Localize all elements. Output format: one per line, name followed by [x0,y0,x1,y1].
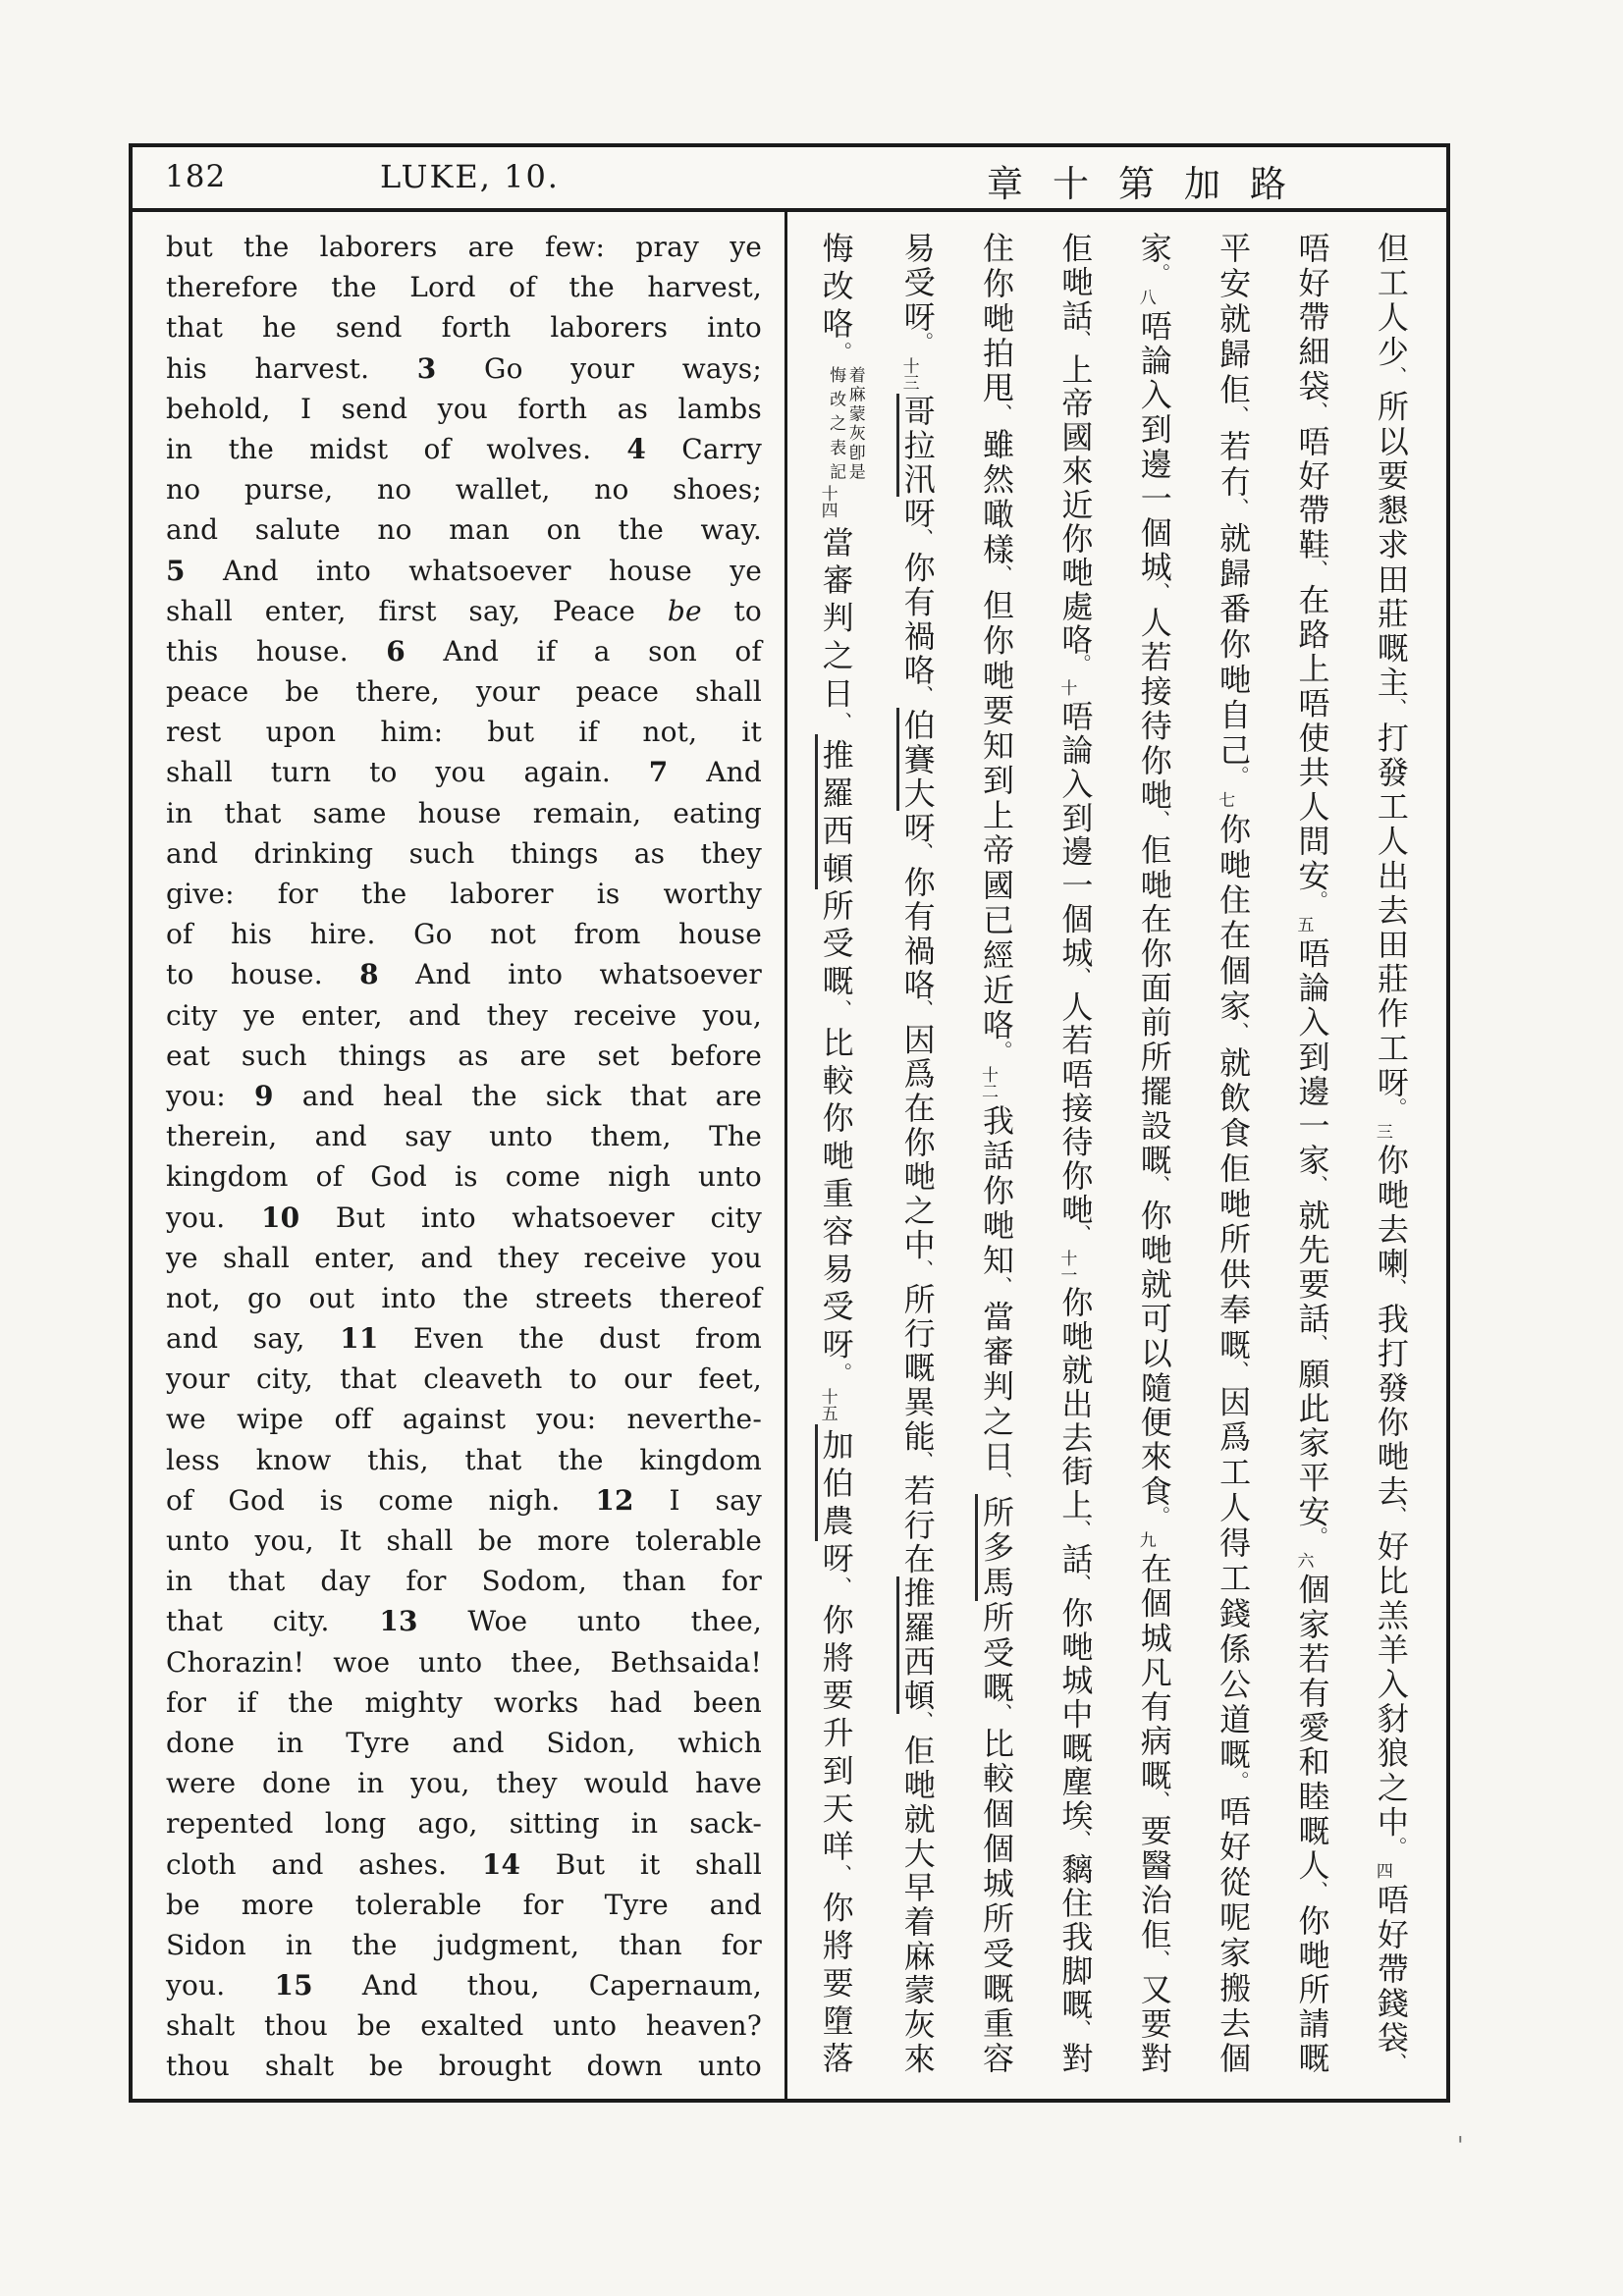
chinese-columns [787,212,1446,2099]
text-line: give: for the laborer is worthy [166,878,762,910]
text-line: that city. 13 Woe unto thee, [166,1605,763,1638]
english-column [133,212,784,2099]
text-line: therein, and say unto them, The [166,1120,762,1153]
proper-name-mark: 伯賽大 [896,708,937,811]
text-line: cloth and ashes. 14 But it shall [166,1847,762,1881]
text-line: in the midst of wolves. 4 Carry [166,432,762,465]
verse-number-mark: 八 [1135,289,1156,306]
verse-number-mark: 七 [1215,791,1235,809]
text-line: his harvest. 3 Go your ways; [166,351,762,385]
chinese-column: 易受呀。十三哥拉汛呀、你有禍咯、伯賽大呀、你有禍咯、因爲在你哋之中、所行嘅異能、若行在推羅西頓、佢哋就大早着麻蒙灰來 [878,232,956,2075]
text-line: and drinking such things as they [166,836,762,870]
proper-name-mark: 推羅西頓 [815,734,855,889]
text-line: city ye enter, and they receive you, [166,998,762,1032]
text-line: to house. 8 And into whatsoever [166,958,762,991]
text-line: be more tolerable for Tyre and [166,1888,762,1921]
text-line: rest upon him: but if not, it [166,716,762,749]
text-line: shall enter, first say, Peace be to [166,594,762,627]
page-number: 182 [165,159,227,194]
chinese-column: 佢哋話、上帝國來近你哋處咯。十唔論入到邊一個城、人若唔接待你哋、十一你哋就出去街上、話、你哋城中嘅塵埃、黐住我脚嘅、對 [1056,232,1095,2076]
text-line: you. 15 And thou, Capernaum, [166,1969,762,2002]
text-line: shalt thou be exalted unto heaven? [166,2009,762,2043]
chinese-column: 平安就歸佢、若冇、就歸番你哋自己。七你哋住在個家、就飲食佢哋所供奉嘅、因爲工人得工錢係公道嘅。唔好從呢家搬去個 [1215,232,1253,2076]
verse-number-mark: 十三 [898,356,919,391]
chinese-column: 唔好帶細袋、唔好帶鞋、在路上唔使共人問安。五唔論入到邊一家、就先要話、願此家平安。六個家若有愛和睦嘅人、你哋所請嘅 [1293,232,1331,2076]
text-line: repented long ago, sitting in sack- [166,1807,762,1841]
page-title-chinese: 章十第加路 [987,163,1316,205]
text-line: we wipe off against you: neverthe- [166,1403,762,1436]
text-line: 5 And into whatsoever house ye [166,554,762,587]
text-line: your city, that cleaveth to our feet, [166,1362,762,1396]
text-line: eat such things as are set before [166,1039,762,1072]
proper-name-mark: 加伯農 [815,1424,855,1542]
text-line: that he send forth laborers into [166,311,762,345]
verse-number-mark: 九 [1135,1531,1156,1549]
chinese-column: 家。八唔論入到邊一個城、人若接待你哋、佢哋在你面前所擺設嘅、你哋就可以隨便來食。九在個城凡有病嘅、要醫治佢、又要對 [1135,232,1173,2076]
text-line: peace be there, your peace shall [166,675,762,709]
text-line: of his hire. Go not from house [166,918,762,951]
verse-number-mark: 十二 [977,1065,998,1099]
chinese-column: 住你哋拍甩、雖然噉樣、但你哋要知到上帝國已經近咯。十二我話你哋知、當審判之日、所多馬所受嘅、比較個個城所受嘅重容 [957,232,1036,2075]
page-frame [129,143,1450,2103]
text-line: unto you, It shall be more tolerable [166,1524,762,1557]
verse-number-mark: 十 [1056,679,1077,697]
proper-name-mark: 所多馬 [975,1494,1015,1601]
chinese-column: 悔改咯。着麻蒙灰卽是悔改之表記十四當審判之日、推羅西頓所受嘅、比較你哋重容易受呀。十五加伯農呀、你將要升到天咩、你將要墮落 [799,232,878,2075]
text-line: Sidon in the judgment, than for [166,1928,762,1961]
text-line: you: 9 and heal the sick that are [166,1079,762,1112]
proper-name-mark: 哥拉汛 [896,394,937,497]
text-line: but the laborers are few: pray ye [166,231,762,263]
page-title-english: LUKE, 10. [380,158,560,195]
text-line: therefore the Lord of the harvest, [166,271,762,304]
text-line: in that day for Sodom, than for [166,1565,762,1598]
text-line: ye shall enter, and they receive you [166,1241,762,1274]
text-line: and salute no man on the way. [166,513,762,547]
text-line: for if the mighty works had been [166,1685,762,1719]
text-line: less know this, that the kingdom [166,1443,762,1476]
text-line: were done in you, they would have [166,1767,762,1800]
page-header [133,147,1446,212]
text-line: you. 10 But into whatsoever city [166,1201,762,1234]
verse-number-mark: 十四 [817,485,838,519]
verse-number-mark: 六 [1293,1552,1314,1570]
text-line: not, go out into the streets thereof [166,1281,762,1314]
verse-number-mark: 三 [1372,1122,1392,1140]
text-line: thou shalt be brought down unto [166,2050,762,2083]
text-line: Chorazin! woe unto thee, Bethsaida! [166,1645,762,1679]
verse-number-mark: 十一 [1056,1249,1077,1283]
proper-name-mark: 推羅西頓 [896,1576,937,1713]
text-line: this house. 6 And if a son of [166,634,762,667]
verse-number-mark: 十五 [817,1387,838,1421]
stray-mark: ' [1457,2132,1464,2160]
inline-note: 着麻蒙灰卽是悔改之表記 [826,366,865,481]
page-body [133,212,1446,2099]
text-line: behold, I send you forth as lambs [166,392,762,425]
text-line: done in Tyre and Sidon, which [166,1726,762,1759]
verse-number-mark: 四 [1372,1862,1392,1880]
text-line: and say, 11 Even the dust from [166,1322,762,1356]
text-line: of God is come nigh. 12 I say [166,1483,762,1517]
text-line: no purse, no wallet, no shoes; [166,473,762,507]
text-line: kingdom of God is come nigh unto [166,1160,762,1194]
chinese-column: 但工人少、所以要懇求田莊嘅主、打發工人出去田莊作工呀。三你哋去喇、我打發你哋去、好比羔羊入豺狼之中。四唔好帶錢袋、 [1372,232,1410,2073]
verse-number-mark: 五 [1293,916,1314,934]
text-line: shall turn to you again. 7 And [166,756,762,789]
text-line: in that same house remain, eating [166,796,762,829]
